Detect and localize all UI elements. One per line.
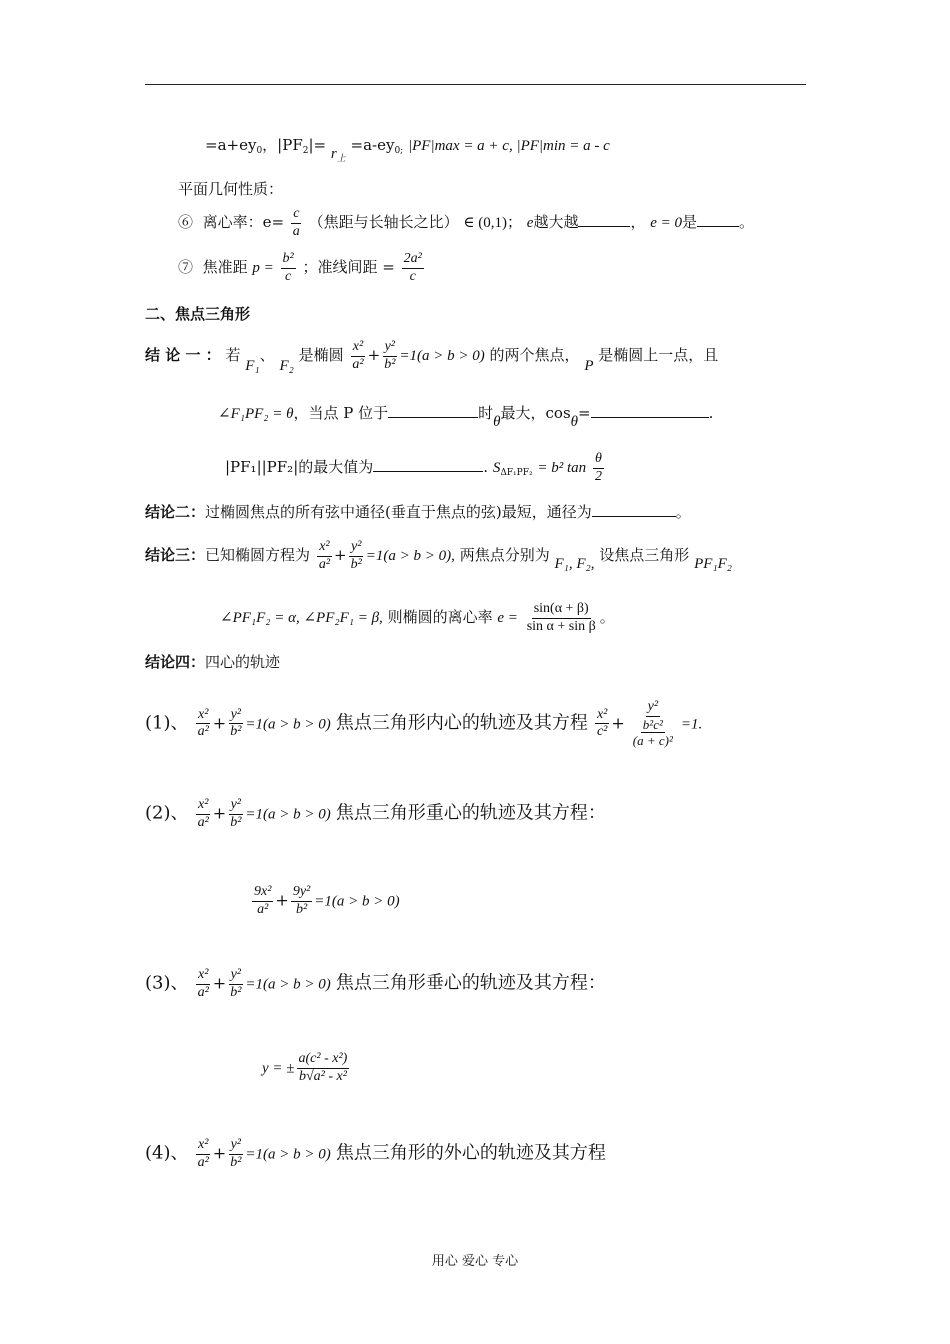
- blank: [697, 212, 739, 227]
- conclusion-one-line3: |PF₁||PF₂|的最大值为 . $S_{\Delta F_1PF_2} = b^2$ tan $\frac{\theta}{2}$: [225, 451, 602, 484]
- line-focal-radius: $=a+ey_0$，$|PF_2|= r_上 =a-ey_{0;}$ |PF|max = a + c, |PF|min = a - c: [205, 136, 610, 163]
- locus-item-incenter: (1)、 $\frac{\text{x²}}{\text{a²}}$ + $\frac{\text{y²}}{\text{b²}}$ =1(a > b > 0) 焦点三角形内心的轨迹及其方程 $\frac{\text{x²}}{\text{c²}}$ + $\frac{\text{y²}}{\frac{\text{b²c²}}{\text{(a + c)²}}}$ =1.: [145, 699, 703, 749]
- blank: [591, 403, 709, 418]
- conclusion-three-line2: ∠PF₁F₂ = α, ∠PF₂F₁ = β, 则椭圆的离心率 e = $\frac{\sin(\alpha + \beta)}{\text{sin α + sin β}}$ 。: [220, 601, 615, 634]
- conclusion-four: 结论四：四心的轨迹: [145, 653, 281, 671]
- pf-max-min: |PF|max = a + c, |PF|min = a - c: [408, 138, 610, 154]
- item-eccentricity: ⑥ 离心率：e= $\frac{c}{a}$ （焦距与长轴长之比） ∈ (0,1)； e越大越 ， e = 0是 。: [178, 206, 755, 239]
- centroid-equation: $\frac{\text{9x²}}{\text{a²}}$ + $\frac{\text{9y²}}{\text{b²}}$ =1(a > b > 0): [254, 884, 400, 917]
- conclusion-one-line1: 结 论 一 ： 若 F₁、 F₂ 是椭圆 $\frac{\text{x²}}{\text{a²}}$ + $\frac{\text{y²}}{\text{b²}}$ =1(a > b > 0) 的两个焦点， P 是椭圆上一点，且: [145, 339, 719, 375]
- conclusion-three-line1: 结论三：已知椭圆方程为 $\frac{\text{x²}}{\text{a²}}$ + $\frac{\text{y²}}{\text{b²}}$ =1(a > b > 0), 两焦点分别为 F₁, F₂, 设焦点三角形 PF₁F₂: [145, 539, 732, 573]
- c-over-a-fraction: $\frac{c}{a}$: [292, 206, 300, 239]
- conclusion-two: 结论二：过椭圆焦点的所有弦中通径(垂直于焦点的弦)最短，通径为 。: [145, 503, 691, 521]
- header-rule: [145, 84, 806, 85]
- section-heading: 二、焦点三角形: [145, 305, 251, 323]
- orthocenter-equation: y = ± $\frac{\text{a(c² - x²)}}{\text{b√a² - x²}}$: [262, 1051, 348, 1084]
- locus-item-centroid: (2)、 $\frac{\text{x²}}{\text{a²}}$ + $\frac{\text{y²}}{\text{b²}}$ =1(a > b > 0) 焦点三角形重心的轨迹及其方程：: [145, 797, 606, 830]
- locus-item-circumcenter: (4)、 $\frac{\text{x²}}{\text{a²}}$ + $\frac{\text{y²}}{\text{b²}}$ =1(a > b > 0) 焦点三角形的外心的轨迹及其方程: [145, 1137, 606, 1170]
- blank: [388, 403, 478, 418]
- blank: [373, 457, 483, 472]
- locus-item-orthocenter: (3)、 $\frac{\text{x²}}{\text{a²}}$ + $\frac{\text{y²}}{\text{b²}}$ =1(a > b > 0) 焦点三角形垂心的轨迹及其方程：: [145, 967, 606, 1000]
- page-footer: 用心 爱心 专心: [431, 1254, 519, 1269]
- blank: [592, 502, 676, 517]
- item-focal-directrix: ⑦ 焦准距 p = $\frac{\text{b²}}{c}$ ；准线间距 = $\frac{\text{2a²}}{c}$: [178, 251, 422, 284]
- conclusion-one-line2: ∠F₁PF₂ = θ，当点 P 位于 时θ最大，cosθ= .: [218, 404, 714, 430]
- plane-props-heading: 平面几何性质：: [178, 180, 284, 198]
- blank: [578, 212, 630, 227]
